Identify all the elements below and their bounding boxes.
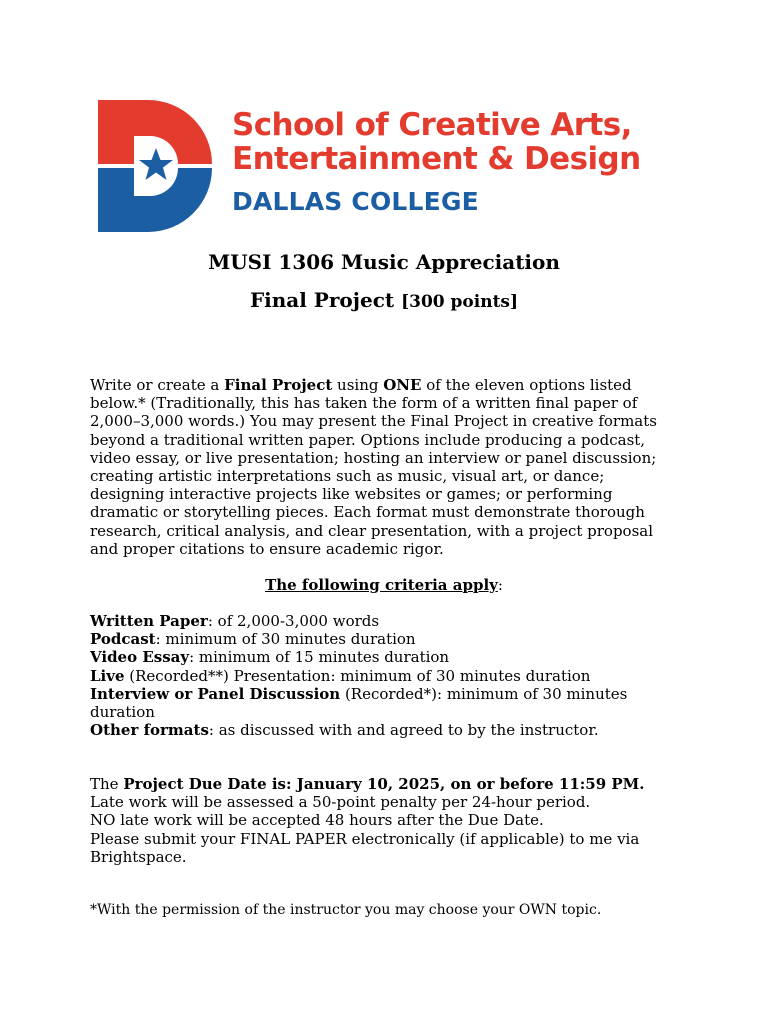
criteria-item xyxy=(90,685,680,721)
criteria-item xyxy=(90,612,680,630)
criteria-item xyxy=(90,667,680,685)
criteria-list xyxy=(90,612,680,739)
logo-line-school: School of Creative Arts, xyxy=(232,107,632,143)
criteria-heading-colon: : xyxy=(497,576,503,594)
criteria-heading xyxy=(0,576,768,594)
criteria-item xyxy=(90,648,680,666)
due-date-section xyxy=(90,775,680,866)
intro-text: using xyxy=(332,376,384,394)
criteria-text: : minimum of 30 minutes duration xyxy=(155,630,416,649)
due-date-line xyxy=(90,775,680,793)
criteria-item xyxy=(90,721,680,739)
dallas-college-d-star-icon xyxy=(98,100,212,232)
submission-line: Please submit your FINAL PAPER electronically (if applicable) to me via Brightspace. xyxy=(90,829,640,866)
criteria-heading-text: The following criteria apply xyxy=(265,576,498,594)
logo-wordmark xyxy=(232,107,641,216)
intro-bold-final-project: Final Project xyxy=(224,376,333,394)
course-title: MUSI 1306 Music Appreciation xyxy=(208,250,560,274)
criteria-label: Other formats xyxy=(90,721,209,740)
late-penalty-line: Late work will be assessed a 50-point penalty per 24-hour period. xyxy=(90,793,591,812)
intro-bold-one: ONE xyxy=(383,376,422,394)
criteria-text: (Recorded**) Presentation: minimum of 30 minutes duration xyxy=(124,666,591,685)
project-points: [300 points] xyxy=(401,292,519,312)
criteria-label: Video Essay xyxy=(90,648,190,667)
intro-paragraph xyxy=(90,376,680,558)
criteria-label: Written Paper xyxy=(90,612,208,630)
due-date-bold: Project Due Date is: January 10, 2025, on or before 11:59 PM. xyxy=(123,775,645,793)
project-title xyxy=(0,288,768,312)
intro-text: of the eleven options listed below.* (Traditionally, this has taken the form of a written final paper of 2,000–3,000 words.) You may present the Final Project in creative formats beyond a traditional written paper. Options include producing a podcast, video essay, or live presentation; hosting an interview or panel discussion; creating artistic interpretations such as music, visual art, or dance; designing interactive projects like websites or games; or performing dramatic or storytelling pieces. Each format must demonstrate thorough research, critical analysis, and clear presentation, with a project proposal and proper citations to ensure academic rigor. xyxy=(90,376,657,558)
criteria-text: : as discussed with and agreed to by the instructor. xyxy=(208,721,599,740)
project-name: Final Project xyxy=(249,288,395,312)
logo-line-dallas-college: DALLAS COLLEGE xyxy=(232,187,479,216)
criteria-label: Podcast xyxy=(90,630,156,649)
criteria-label: Live xyxy=(90,666,125,685)
logo-line-entertainment: Entertainment & Design xyxy=(232,141,641,177)
criteria-item xyxy=(90,630,680,648)
criteria-text: : minimum of 15 minutes duration xyxy=(189,648,450,667)
criteria-text: : of 2,000-3,000 words xyxy=(207,612,380,630)
due-date-prefix: The xyxy=(90,775,124,793)
criteria-label: Interview or Panel Discussion xyxy=(90,684,341,703)
college-logo xyxy=(92,96,652,238)
criteria-text: (Recorded*): minimum of 30 minutes duration xyxy=(90,684,628,722)
intro-text: Write or create a xyxy=(90,376,225,394)
footnote: *With the permission of the instructor you may choose your OWN topic. xyxy=(90,902,602,918)
no-late-work-line: NO late work will be accepted 48 hours after the Due Date. xyxy=(90,811,544,830)
